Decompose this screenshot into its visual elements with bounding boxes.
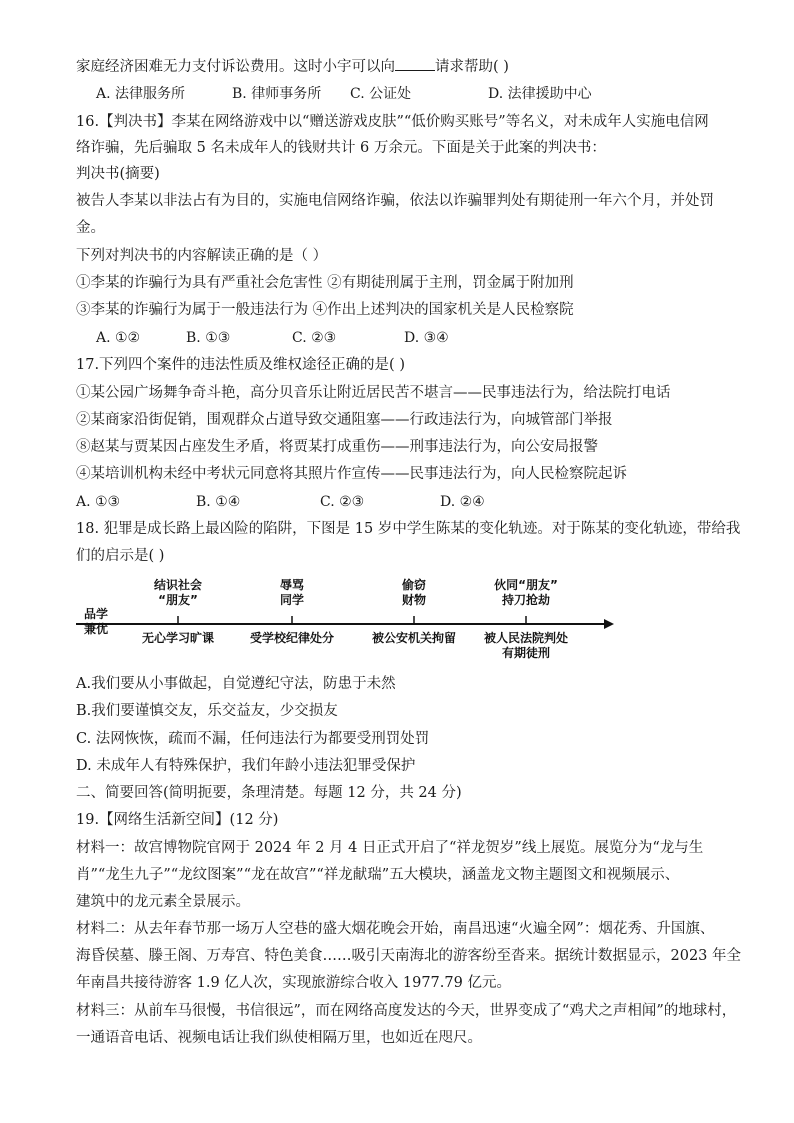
q16-doc-title: 判决书(摘要) xyxy=(76,166,160,182)
q15-stem-line xyxy=(76,57,509,77)
q17-item-3: ⑧赵某与贾某因占座发生矛盾，将贾某打成重伤——刑事违法行为，向公安局报警 xyxy=(76,439,598,455)
q16-option-a: A. ①② xyxy=(96,330,141,346)
timeline-event-4-top-line-2: 持刀抢劫 xyxy=(501,593,550,607)
q17-stem: 17.下列四个案件的违法性质及维权途径正确的是( ) xyxy=(76,357,405,373)
timeline-event-4-top-line-1: 伙同“朋友” xyxy=(494,578,558,592)
q17-item-2: ②某商家沿街促销，围观群众占道导致交通阻塞——行政违法行为，向城管部门举报 xyxy=(76,412,613,428)
timeline-event-1-bottom xyxy=(128,631,228,646)
q18-stem-line-2: 们的启示是( ) xyxy=(76,548,165,564)
q19-title: 19.【网络生活新空间】(12 分) xyxy=(76,812,279,828)
q16-stem-line-2: 络诈骗，先后骗取 5 名未成年人的钱财共计 6 万余元。下面是关于此案的判决书： xyxy=(76,140,606,156)
timeline-arrow-head xyxy=(604,619,614,629)
q16-statement-2: ③李某的诈骗行为属于一般违法行为 ④作出上述判决的国家机关是人民检察院 xyxy=(76,302,574,318)
timeline-event-4-bottom-line-2: 有期徒刑 xyxy=(501,646,550,660)
q19-material-2-line-2: 海昏侯墓、滕王阁、万寿宫、特色美食……吸引天南海北的游客纷至沓来。据统计数据显示，2023 年全 xyxy=(76,948,742,964)
q19-material-1-line-2: 肖”“龙生九子”“龙纹图案”“龙在故宫”“祥龙献瑞”五大模块，涵盖龙文物主题图文和视频展示、 xyxy=(76,867,680,883)
q19-material-3-line-2: 一通语音电话、视频电话让我们纵使相隔万里，也如近在咫尺。 xyxy=(76,1030,482,1046)
timeline-event-4-bottom-line-1: 被人民法院判处 xyxy=(483,631,568,645)
q16-option-b: B. ①③ xyxy=(186,330,231,346)
timeline-event-2-top xyxy=(262,578,322,608)
q17-option-b: B. ①④ xyxy=(196,494,241,510)
q17-option-a: A. ①③ xyxy=(76,494,121,510)
q19-material-1-line-3: 建筑中的龙元素全景展示。 xyxy=(76,894,250,910)
q17-item-1: ①某公园广场舞争奇斗艳，高分贝音乐让附近居民苦不堪言——民事违法行为，给法院打电话 xyxy=(76,385,671,401)
timeline-event-3-top xyxy=(384,578,444,608)
q19-material-3-line-1: 材料三：从前车马很慢，书信很远”，而在网络高度发达的今天，世界变成了“鸡犬之声相闻”的地球村， xyxy=(76,1003,737,1019)
timeline-event-2-bottom-line-1: 受学校纪律处分 xyxy=(249,631,334,645)
timeline-event-1-bottom-line-1: 无心学习旷课 xyxy=(141,631,214,645)
q15-option-a: A. 法律服务所 xyxy=(96,86,186,102)
q15-option-d: D. 法律援助中心 xyxy=(488,86,592,102)
q16-question: 下列对判决书的内容解读正确的是（ ） xyxy=(76,248,328,264)
timeline-event-2-bottom xyxy=(242,631,342,646)
timeline-event-1-top-line-1: 结识社会 xyxy=(153,578,202,592)
growth-trajectory-diagram xyxy=(76,574,616,664)
q19-material-1-line-1: 材料一：故宫博物院官网于 2024 年 2 月 4 日正式开启了“祥龙贺岁”线上展览。展览分为“龙与生 xyxy=(76,840,704,856)
q17-option-c: C. ②③ xyxy=(320,494,365,510)
q19-material-2-line-3: 年南昌共接待游客 1.9 亿人次，实现旅游综合收入 1977.79 亿元。 xyxy=(76,975,511,991)
section-2-heading: 二、简要回答(简明扼要，条理清楚。每题 12 分，共 24 分) xyxy=(76,785,462,801)
timeline-event-2-top-line-1: 辱骂 xyxy=(279,578,304,592)
q18-option-b: B.我们要谨慎交友，乐交益友，少交损友 xyxy=(76,703,338,719)
q17-option-d: D. ②④ xyxy=(440,494,485,510)
timeline-event-3-top-line-1: 偷窃 xyxy=(401,578,426,592)
q16-option-d: D. ③④ xyxy=(404,330,449,346)
q16-doc-body-2: 金。 xyxy=(76,220,105,236)
q18-stem-line-1: 18. 犯罪是成长路上最凶险的陷阱，下图是 15 岁中学生陈某的变化轨迹。对于陈某的变化轨迹，带给我 xyxy=(76,521,741,537)
q15-stem-prefix: 家庭经济困难无力支付诉讼费用。这时小宇可以向 xyxy=(76,59,395,75)
q18-option-a: A.我们要从小事做起，自觉遵纪守法，防患于未然 xyxy=(76,676,396,692)
q16-option-c: C. ②③ xyxy=(292,330,337,346)
q19-material-2-line-1: 材料二：从去年春节那一场万人空巷的盛大烟花晚会开始，南昌迅速“火遍全网”：烟花秀、升国旗、 xyxy=(76,921,715,937)
timeline-event-3-bottom-line-1: 被公安机关拘留 xyxy=(371,631,456,645)
timeline-event-1-top-line-2: “朋友” xyxy=(158,593,198,607)
q15-answer-blank xyxy=(395,57,435,71)
timeline-event-1-top xyxy=(148,578,208,608)
timeline-event-3-top-line-2: 财物 xyxy=(401,593,426,607)
timeline-event-2-top-line-2: 同学 xyxy=(279,593,304,607)
timeline-start-label-line-2: 兼优 xyxy=(84,622,109,636)
q15-stem-suffix: 请求帮助( ) xyxy=(435,59,509,75)
q16-stem-line-1: 16.【判决书】李某在网络游戏中以“赠送游戏皮肤”“低价购买账号”等名义，对未成年人实施电信网 xyxy=(76,114,709,130)
q17-item-4: ④某培训机构未经中考状元同意将其照片作宣传——民事违法行为，向人民检察院起诉 xyxy=(76,466,627,482)
q15-option-c: C. 公证处 xyxy=(350,86,412,102)
timeline-event-3-bottom xyxy=(362,631,466,646)
q18-option-d: D. 未成年人有特殊保护，我们年龄小违法犯罪受保护 xyxy=(76,758,416,774)
timeline-start-label xyxy=(84,607,108,637)
timeline-start-label-line-1: 品学 xyxy=(84,607,109,621)
q15-option-b: B. 律师事务所 xyxy=(232,86,322,102)
q16-statement-1: ①李某的诈骗行为具有严重社会危害性 ②有期徒刑属于主刑，罚金属于附加刑 xyxy=(76,275,574,291)
q16-doc-body-1: 被告人李某以非法占有为目的，实施电信网络诈骗，依法以诈骗罪判处有期徒刑一年六个月，并处罚 xyxy=(76,193,714,209)
timeline-event-4-top xyxy=(481,578,571,608)
timeline-event-4-bottom xyxy=(472,631,580,661)
q18-option-c: C. 法网恢恢，疏而不漏，任何违法行为都要受刑罚处罚 xyxy=(76,731,430,747)
